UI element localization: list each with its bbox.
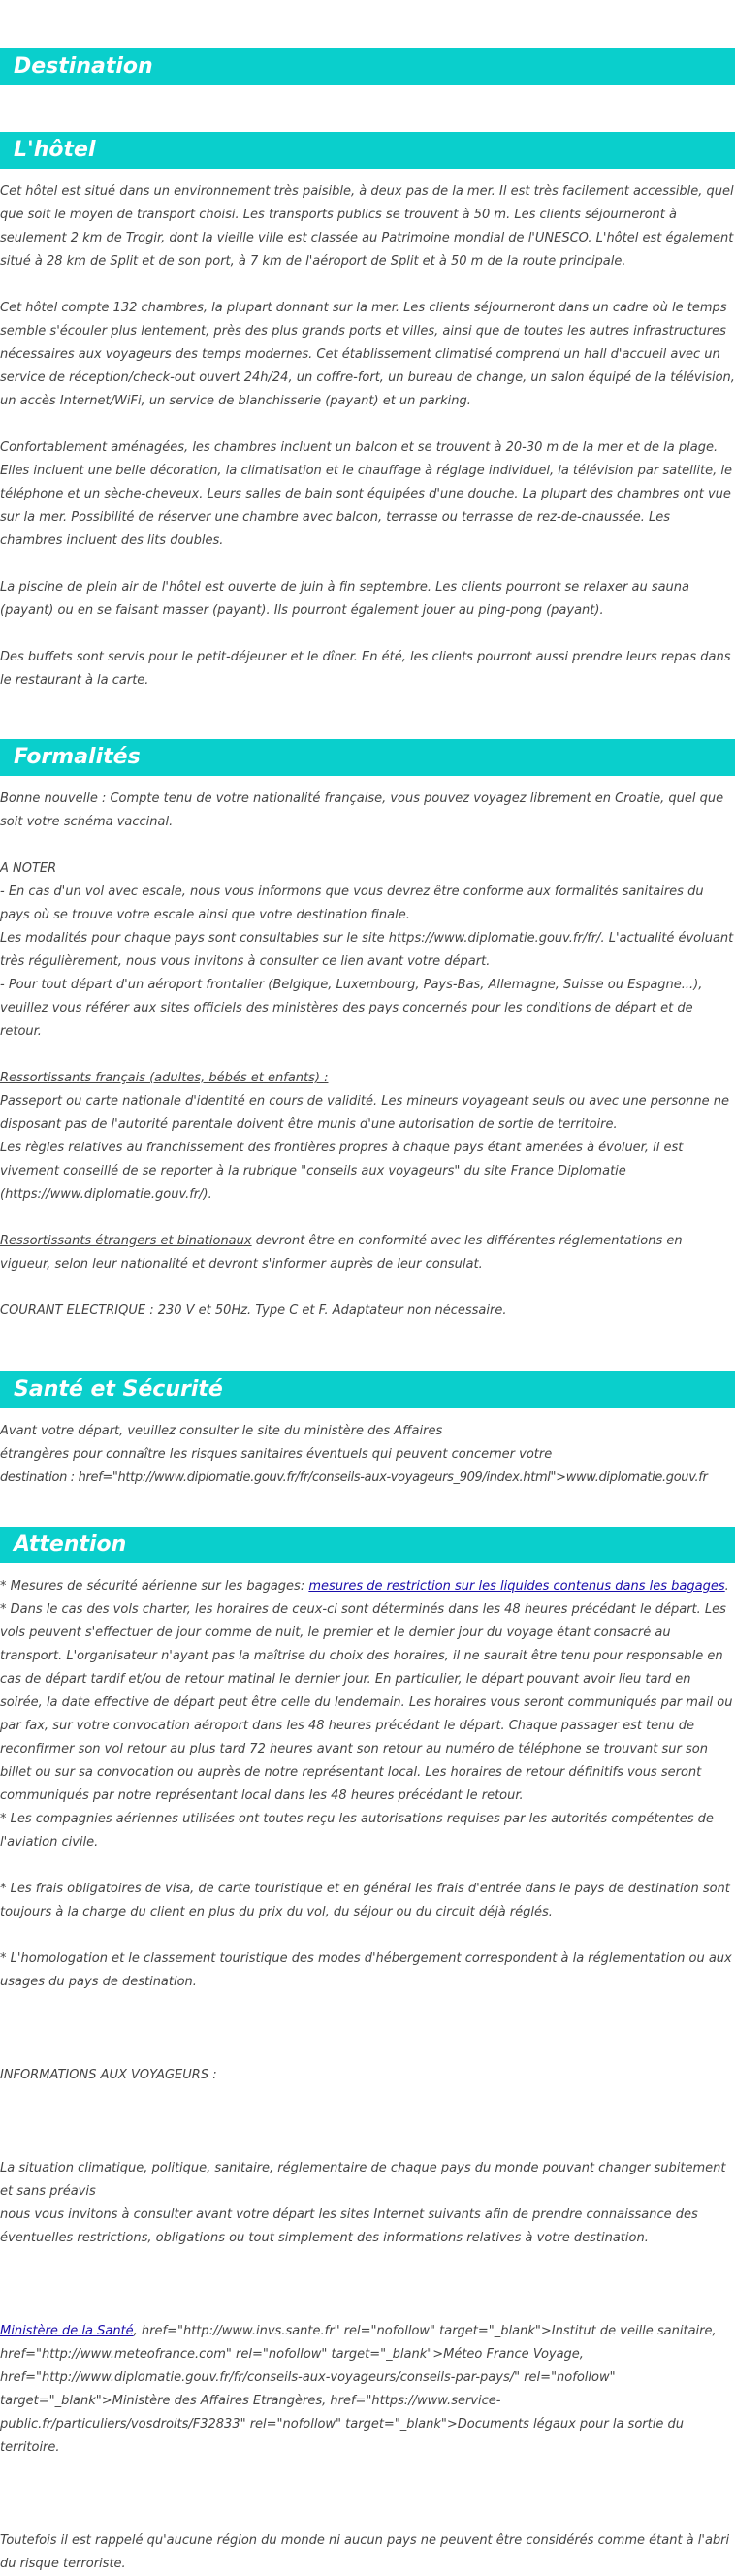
- sante-heading: Santé et Sécurité: [0, 1371, 735, 1408]
- bagages-paragraph: [0, 1575, 735, 1598]
- sante-section-body: [0, 1420, 735, 1490]
- courant-electrique: COURANT ELECTRIQUE : 230 V et 50Hz. Type C et F. Adaptateur non nécessaire.: [0, 1304, 507, 1318]
- ministere-links-text: , href="http://www.invs.sante.fr" rel="nofollow" target="_blank">Institut de veille sanitaire, href="http://www.meteofrance.com" rel="nofollow" target="_blank">Méteo France Voyage, href="http://www.diplomatie.gouv.fr/fr/conseils-aux-voyageurs/conseils-par-pays/" rel="nofollow" target="_blank">Ministère des Affaires Etrangères, href="https://www.service-public.fr/particuliers/vosdroits/F32833" rel="nofollow" target="_blank">Documents légaux pour la sortie du territoire.: [0, 2324, 717, 2455]
- destination-heading: Destination: [0, 48, 735, 85]
- a-noter-modalites: Les modalités pour chaque pays sont consultables sur le site https://www.diplomatie.gouv.fr/fr/. L'actualité évoluant très régulièrement, nous vous invitons à consulter ce lien avant votre départ.: [0, 931, 734, 969]
- situation-paragraph-2: nous vous invitons à consulter avant votre départ les sites Internet suivants afin de prendre connaissance des éventuelles restrictions, obligations ou tout simplement des informations relatives à votre destination.: [0, 2207, 698, 2245]
- formalites-heading: Formalités: [0, 739, 735, 776]
- liquides-restriction-link[interactable]: mesures de restriction sur les liquides contenus dans les bagages: [308, 1579, 725, 1594]
- sante-line-3: destination : href="http://www.diplomatie.gouv.fr/fr/conseils-aux-voyageurs_909/index.html">www.diplomatie.gouv.fr: [0, 1470, 708, 1485]
- attention-heading: Attention: [0, 1527, 735, 1563]
- ressortissants-francais-regles: Les règles relatives au franchissement des frontières propres à chaque pays étant amenées à évoluer, il est vivement conseillé de se reporter à la rubrique "conseils aux voyageurs" du site France Diplomatie (https://www.diplomatie.gouv.fr/).: [0, 1141, 684, 1202]
- ressortissants-francais-title: Ressortissants français (adultes, bébés et enfants) :: [0, 1071, 329, 1085]
- situation-paragraph-1: La situation climatique, politique, sanitaire, réglementaire de chaque pays du monde pouvant changer subitement et sans préavis: [0, 2161, 726, 2199]
- frais-paragraph: * Les frais obligatoires de visa, de carte touristique et en général les frais d'entrée dans le pays de destination sont toujours à la charge du client en plus du prix du vol, du séjour ou du circuit déjà réglés.: [0, 1882, 730, 1919]
- hotel-paragraph-pool: La piscine de plein air de l'hôtel est ouverte de juin à fin septembre. Les clients pourront se relaxer au sauna (payant) ou en se faisant masser (payant). Ils pourront également jouer au ping-pong (payant).: [0, 580, 690, 618]
- attention-section-body: [0, 1575, 735, 2576]
- terrorisme-paragraph: Toutefois il est rappelé qu'aucune région du monde ni aucun pays ne peuvent être considérés comme étant à l'abri du risque terroriste.: [0, 2533, 730, 2571]
- ressortissants-etrangers-text: devront être en conformité avec les différentes réglementations en vigueur, selon leur nationalité et devront s'informer auprès de leur consulat.: [0, 1234, 683, 1272]
- a-noter-aeroport-frontalier: - Pour tout départ d'un aéroport frontalier (Belgique, Luxembourg, Pays-Bas, Allemagne, Suisse ou Espagne...), veuillez vous référer aux sites officiels des ministères des pays concernés pour les conditions de départ et de retour.: [0, 978, 703, 1039]
- hotel-paragraph-meals: Des buffets sont servis pour le petit-déjeuner et le dîner. En été, les clients pourront aussi prendre leurs repas dans le restaurant à la carte.: [0, 650, 731, 688]
- formalites-section-body: [0, 788, 735, 1323]
- sante-line-2: étrangères pour connaître les risques sanitaires éventuels qui peuvent concerner votre: [0, 1447, 553, 1462]
- ressortissants-etrangers: [0, 1230, 735, 1276]
- hotel-paragraph-location: Cet hôtel est situé dans un environnement très paisible, à deux pas de la mer. Il est très facilement accessible, quel que soit le moyen de transport choisi. Les transports publics se trouvent à 50 m. Les clients séjourneront à seulement 2 km de Trogir, dont la vieille ville est classée au Patrimoine mondial de l'UNESCO. L'hôtel est également situé à 28 km de Split et de son port, à 7 km de l'aéroport de Split et à 50 m de la route principale.: [0, 184, 734, 269]
- bagages-suffix: .: [724, 1579, 729, 1594]
- a-noter-escale: - En cas d'un vol avec escale, nous vous informons que vous devrez être conforme aux formalités sanitaires du pays où se trouve votre escale ainsi que votre destination finale.: [0, 885, 704, 922]
- a-noter-title: A NOTER: [0, 861, 57, 876]
- hotel-paragraph-rooms-count: Cet hôtel compte 132 chambres, la plupart donnant sur la mer. Les clients séjourneront dans un cadre où le temps semble s'écouler plus lentement, près des plus grands ports et villes, ainsi que de toutes les autres infrastructures nécessaires aux voyageurs des temps modernes. Cet établissement climatisé comprend un hall d'accueil avec un service de réception/check-out ouvert 24h/24, un coffre-fort, un bureau de change, un salon équipé de la télévision, un accès Internet/WiFi, un service de blanchisserie (payant) et un parking.: [0, 301, 735, 408]
- ressortissants-francais-passeport: Passeport ou carte nationale d'identité en cours de validité. Les mineurs voyageant seuls ou avec une personne ne disposant pas de l'autorité parentale doivent être munis d'une autorisation de sortie de territoire.: [0, 1094, 729, 1132]
- hotel-section-body: [0, 180, 735, 692]
- bagages-prefix: * Mesures de sécurité aérienne sur les bagages:: [0, 1579, 309, 1594]
- formalites-intro: Bonne nouvelle : Compte tenu de votre nationalité française, vous pouvez voyagez librement en Croatie, quel que soit votre schéma vaccinal.: [0, 791, 724, 829]
- compagnies-paragraph: * Les compagnies aériennes utilisées ont toutes reçu les autorisations requises par les autorités compétentes de l'aviation civile.: [0, 1812, 714, 1850]
- sante-line-1: Avant votre départ, veuillez consulter le site du ministère des Affaires: [0, 1424, 443, 1438]
- homologation-paragraph: * L'homologation et le classement touristique des modes d'hébergement correspondent à la réglementation ou aux usages du pays de destination.: [0, 1951, 732, 1989]
- charters-paragraph: * Dans le cas des vols charter, les horaires de ceux-ci sont déterminés dans les 48 heures précédant le départ. Les vols peuvent s'effectuer de jour comme de nuit, le premier et le dernier jour du voyage étant consacré au transport. L'organisateur n'ayant pas la maîtrise du choix des horaires, il ne saurait être tenu pour responsable en cas de départ tardif et/ou de retour matinal le dernier jour. En particulier, le départ pouvant avoir lieu tard en soirée, la date effective de départ peut être celle du lendemain. Les horaires vous seront communiqués par mail ou par fax, sur votre convocation aéroport dans les 48 heures précédant le départ. Chaque passager est tenu de reconfirmer son vol retour au plus tard 72 heures avant son retour au numéro de téléphone se trouvant sur son billet ou sur sa convocation ou auprès de notre représentant local. Les horaires de retour définitifs vous seront communiqués par notre représentant local dans les 48 heures précédant le retour.: [0, 1602, 733, 1803]
- hotel-paragraph-rooms: Confortablement aménagées, les chambres incluent un balcon et se trouvent à 20-30 m de la mer et de la plage. Elles incluent une belle décoration, la climatisation et le chauffage à réglage individuel, la télévision par satellite, le téléphone et un sèche-cheveux. Leurs salles de bain sont équipées d'une douche. La plupart des chambres ont vue sur la mer. Possibilité de réserver une chambre avec balcon, terrasse ou terrasse de rez-de-chaussée. Les chambres incluent des lits doubles.: [0, 440, 732, 548]
- hotel-heading: L'hôtel: [0, 132, 735, 169]
- ministere-paragraph: [0, 2320, 735, 2460]
- ministere-sante-link[interactable]: Ministère de la Santé: [0, 2324, 134, 2338]
- ressortissants-etrangers-title: Ressortissants étrangers et binationaux: [0, 1234, 252, 1248]
- infos-voyageurs-title: INFORMATIONS AUX VOYAGEURS :: [0, 2068, 217, 2082]
